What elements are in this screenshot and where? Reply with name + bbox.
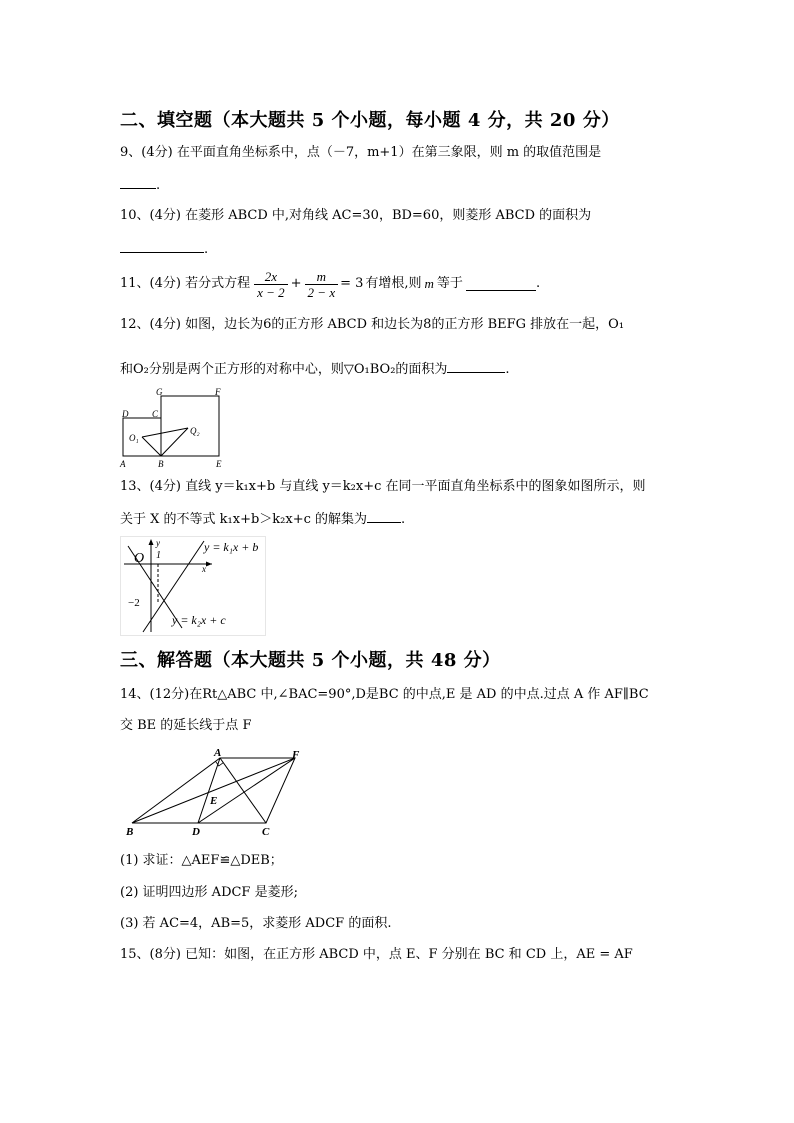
q11-f1-denominator: x − 2 [257,284,285,300]
label-d: D [122,409,129,419]
q11-f2-numerator: m [305,269,339,285]
section-3-heading: 三、解答题（本大题共 5 个小题，共 48 分） [120,650,501,671]
label-d: D [192,826,200,838]
label-line2: y = k₂x + c [172,613,226,627]
q14-part3: (3) 若 AC=4，AB=5，求菱形 ADCF 的面积. [120,916,392,931]
q9-line2 [120,176,160,195]
q12-answer-blank [447,360,505,373]
label-a: A [214,747,222,759]
label-f: F [292,749,300,761]
label-o2: Q₂ [190,426,200,436]
q10-line2 [120,240,208,259]
q11-answer-blank [466,278,536,291]
q12-line1: 12、(4分) 如图，边长为6的正方形 ABCD 和边长为8的正方形 BEFG 排放在一起，O₁ [120,317,625,332]
segment-ac [220,758,266,823]
q12-figure [116,386,228,470]
q12-line2 [120,360,510,379]
label-o1: O₁ [129,433,139,443]
q11-f2-denominator: 2 − x [307,284,336,300]
q14-figure [122,746,312,840]
q9-answer-blank [120,176,156,189]
q11-end: . [535,276,541,291]
label-b: B [126,826,134,838]
label-b: B [158,459,164,469]
segment-ba [132,758,220,823]
label-neg2: −2 [128,597,140,609]
q13-answer-blank [367,510,401,523]
q9-line1: 9、(4分) 在平面直角坐标系中，点（－7，m+1）在第三象限，则 m 的取值范围是 [120,145,602,160]
q11-prefix: 11、(4分) 若分式方程 [120,276,251,291]
q11-plus: + [290,276,302,291]
q11-var: m [424,276,434,291]
segment-o1-b [142,437,161,456]
q13-line2-text: 关于 X 的不等式 k₁x+b＞k₂x+c 的解集为 [120,512,368,527]
q11-suffix: 有增根,则 [365,276,422,291]
q10-answer-blank [120,240,204,253]
label-line1: y = k₁x + b [204,540,259,554]
q9-end: . [156,178,161,193]
q14-line2: 交 BE 的延长线于点 F [120,718,252,733]
q13-line2 [120,510,405,529]
q11-line [120,264,540,304]
q15-line1: 15、(8分) 已知：如图，在正方形 ABCD 中，点 E、F 分别在 BC 和 CD 上，AE = AF [120,947,633,962]
label-g: G [156,387,163,397]
q11-suffix2: 等于 [436,276,463,291]
label-a: A [120,459,126,469]
q13-end: . [401,512,406,527]
label-f: F [215,387,221,397]
label-e: E [216,459,222,469]
q13-line1: 13、(4分) 直线 y＝k₁x+b 与直线 y＝k₂x+c 在同一平面直角坐标系中的图象如图所示，则 [120,479,646,494]
q11-fraction-1 [254,269,288,300]
q11-rhs: = 3 [340,276,364,291]
q10-line1: 10、(4分) 在菱形 ABCD 中,对角线 AC=30，BD=60，则菱形 ABCD 的面积为 [120,208,592,223]
q14-line1: 14、(12分)在Rt△ABC 中,∠BAC=90°,D是BC 的中点,E 是 AD 的中点.过点 A 作 AF∥BC [120,687,649,702]
label-x: x [202,564,206,574]
q12-line2-text: 和O₂分别是两个正方形的对称中心，则▽O₁BO₂的面积为 [120,362,448,377]
q14-part1: (1) 求证：△AEF≌△DEB； [120,853,283,868]
label-y: y [156,538,160,548]
label-one: 1 [156,550,161,561]
section-2-heading: 二、填空题（本大题共 5 个小题，每小题 4 分，共 20 分） [120,110,620,131]
q11-fraction-2 [305,269,339,300]
q12-end: . [505,362,510,377]
label-c: C [262,826,270,838]
label-e: E [210,795,218,807]
q13-figure [120,536,266,636]
q10-end: . [204,242,209,257]
label-origin: O [134,551,145,566]
label-c: C [152,409,159,419]
q14-part2: (2) 证明四边形 ADCF 是菱形; [120,885,298,900]
q11-f1-numerator: 2x [254,269,288,285]
